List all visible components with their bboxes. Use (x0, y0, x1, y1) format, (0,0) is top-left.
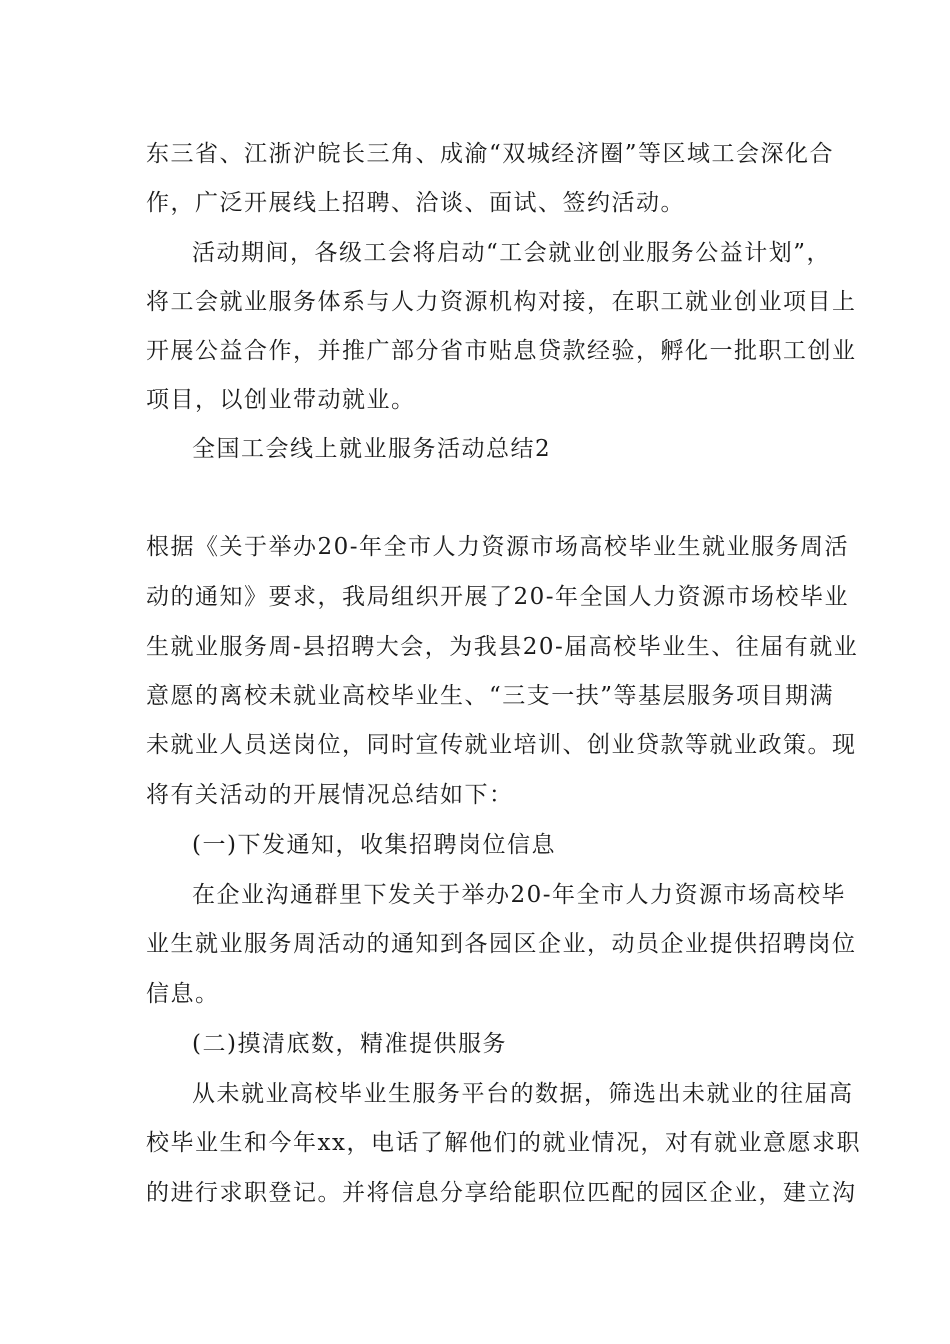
paragraph-3-line-4: 意愿的离校未就业高校毕业生、“三支一扶”等基层服务项目期满 (146, 683, 835, 709)
section-heading: 全国工会线上就业服务活动总结2 (192, 436, 552, 462)
paragraph-5-line-1: 从未就业高校毕业生服务平台的数据，筛选出未就业的往届高 (192, 1081, 854, 1107)
paragraph-3-line-2: 动的通知》要求，我局组织开展了20-年全国人力资源市场校毕业 (146, 584, 850, 610)
paragraph-1-line-2: 作，广泛开展线上招聘、洽谈、面试、签约活动。 (146, 190, 685, 216)
paragraph-5-line-2: 校毕业生和今年xx，电话了解他们的就业情况，对有就业意愿求职 (146, 1130, 861, 1156)
subheading-2: (二)摸清底数，精准提供服务 (192, 1031, 507, 1057)
paragraph-3-line-3: 生就业服务周-县招聘大会，为我县20-届高校毕业生、往届有就业 (146, 634, 859, 660)
paragraph-2-line-3: 开展公益合作，并推广部分省市贴息贷款经验，孵化一批职工创业 (146, 338, 857, 364)
paragraph-2-line-2: 将工会就业服务体系与人力资源机构对接，在职工就业创业项目上 (146, 289, 857, 315)
paragraph-4-line-2: 业生就业服务周活动的通知到各园区企业，动员企业提供招聘岗位 (146, 931, 857, 957)
paragraph-4-line-1: 在企业沟通群里下发关于举办20-年全市人力资源市场高校毕 (192, 882, 847, 908)
paragraph-4-line-3: 信息。 (146, 981, 220, 1007)
subheading-1: (一)下发通知，收集招聘岗位信息 (192, 832, 556, 858)
paragraph-5-line-3: 的进行求职登记。并将信息分享给能职位匹配的园区企业，建立沟 (146, 1180, 857, 1206)
paragraph-3-line-1: 根据《关于举办20-年全市人力资源市场高校毕业生就业服务周活 (146, 534, 850, 560)
paragraph-3-line-6: 将有关活动的开展情况总结如下： (146, 782, 514, 808)
paragraph-2-line-4: 项目，以创业带动就业。 (146, 387, 416, 413)
paragraph-2-line-1: 活动期间，各级工会将启动“工会就业创业服务公益计划”， (192, 240, 832, 266)
paragraph-3-line-5: 未就业人员送岗位，同时宣传就业培训、创业贷款等就业政策。现 (146, 732, 857, 758)
paragraph-1-line-1: 东三省、江浙沪皖长三角、成渝“双城经济圈”等区域工会深化合 (146, 141, 835, 167)
